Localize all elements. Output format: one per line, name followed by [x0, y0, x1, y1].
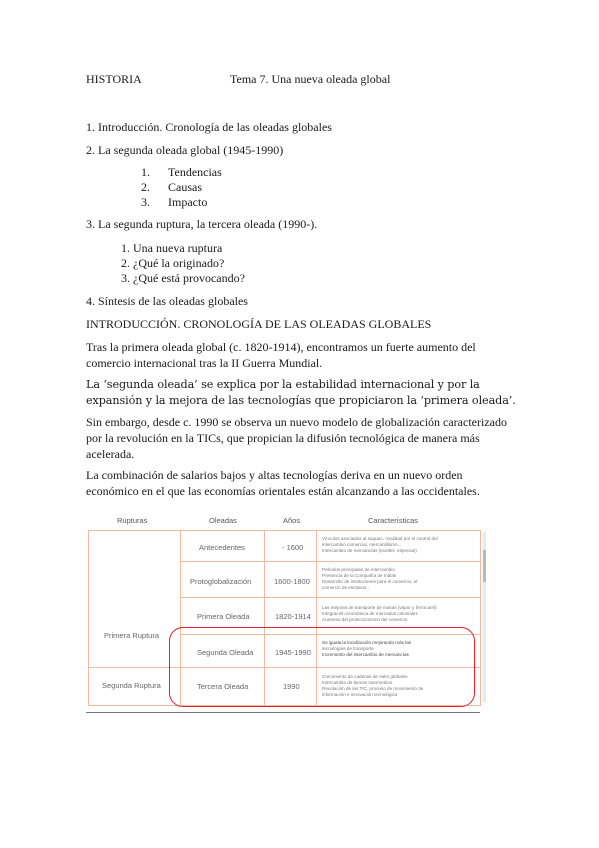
figure-scrollbar — [483, 532, 486, 702]
header-topic: Tema 7. Una nueva oleada global — [230, 72, 391, 86]
anos-cell: 1945-1990 — [275, 648, 311, 657]
oleada-cell: Primera Oleada — [197, 612, 250, 621]
header-subject: HISTORIA — [86, 72, 142, 86]
outline-s3-item: 2. ¿Qué la originado? — [121, 256, 225, 270]
ruptura-primera: Primera Ruptura — [104, 631, 160, 640]
anos-cell: - 1600 — [282, 543, 304, 552]
outline-s2-item: 2. Causas — [141, 180, 202, 194]
anos-cell: 1820-1914 — [275, 612, 311, 621]
outline-s2-item: 3. Impacto — [141, 195, 208, 209]
features-cell: Las mejoras de transporte de masas (vapor y ferrocarril) Integración económica de mercados coloniales Aumento del proteccionismo del comercio — [322, 605, 437, 622]
features-cell: Crecimiento de cadenas de valor globales Intercambio de bienes intermedios Revolución de las TIC, proceso de movimiento de información e innovación tecnológica — [322, 674, 424, 697]
column-header-oleadas: Oleadas — [209, 516, 237, 525]
paragraph-2: La ‘segunda oleada’ se explica por la estabilidad internacional y por la expansión y la mejora de las tecnologías que propiciaron la ‘primera oleada’. — [86, 378, 516, 407]
outline-section-3: 3. La segunda ruptura, la tercera oleada (1990-). — [86, 217, 318, 231]
oleada-cell: Protoglobalización — [190, 577, 252, 586]
figure-rule — [86, 712, 480, 713]
outline-s2-item: 1. Tendencias — [141, 165, 222, 179]
paragraph-3: Sin embargo, desde c. 1990 se observa un nuevo modelo de globalización caracterizado por la revolución en la TICs, que propician la difusión tecnológica de manera más acelerada. — [86, 415, 507, 461]
oleada-cell: Antecedentes — [199, 543, 245, 552]
column-header-anos: Años — [283, 516, 301, 525]
features-cell: Vínculos asociados al saqueo, rivalidad por el control del intercambio comercial, mercantilismo... Intercambio de mercancías (textiles, especias) — [322, 536, 438, 553]
outline-section-2: 2. La segunda oleada global (1945-1990) — [86, 143, 284, 157]
table-header — [86, 512, 484, 530]
outline-section-4: 4. Síntesis de las oleadas globales — [86, 294, 248, 308]
column-header-rupturas: Rupturas — [117, 516, 148, 525]
ruptura-segunda: Segunda Ruptura — [102, 681, 161, 690]
anos-cell: 1990 — [283, 682, 300, 691]
waves-table-figure — [86, 512, 484, 709]
column-header-caracteristicas: Características — [368, 516, 419, 525]
paragraph-4: La combinación de salarios bajos y altas tecnologías deriva en un nuevo orden económico en el que las economías orientales están alcanzando a las occidentales. — [86, 468, 480, 498]
outline-s3-item: 1. Una nueva ruptura — [121, 241, 223, 255]
features-cell: Periodos principales de intercambio Presencia de la Compañía de Indias Desarrollo de instituciones para el comercio, el comercio de esclavos... — [322, 567, 418, 590]
anos-cell: 1600-1800 — [274, 577, 310, 586]
outline-s3-item: 3. ¿Qué está provocando? — [121, 271, 245, 285]
paragraph-1: Tras la primera oleada global (c. 1820-1914), encontramos un fuerte aumento del comercio internacional tras la II Guerra Mundial. — [86, 340, 476, 370]
highlight-annotation — [169, 627, 475, 707]
oleada-cell: Segunda Oleada — [197, 648, 254, 657]
features-cell: Se iguala la localización mejorando más las tecnologías de transporte Incremento del intercambio de mercancías — [322, 640, 412, 657]
oleada-cell: Tercera Oleada — [197, 682, 249, 691]
section-heading: INTRODUCCIÓN. CRONOLOGÍA DE LAS OLEADAS GLOBALES — [86, 317, 432, 331]
outline-section-1: 1. Introducción. Cronología de las oleadas globales — [86, 120, 332, 134]
